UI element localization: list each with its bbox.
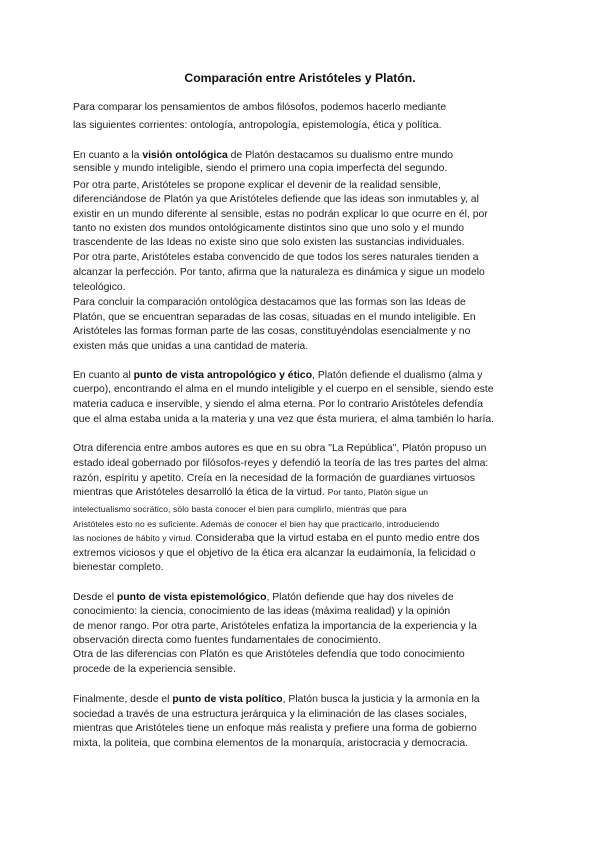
etica-mixed2-small: las nociones de hábito y virtud. [73,533,196,543]
antropologico-post: , Platón defiende el dualismo (alma y [312,370,483,381]
epistemologico-line: Otra de las diferencias con Platón es que Aristóteles defendía que todo conocimiento [73,649,465,660]
epistemologico-heading-line [73,591,454,604]
epistemologico-line: procede de la experiencia sensible. [73,664,236,675]
etica-line: extremos viciosos y que el objetivo de la ética era alcanzar la eudaimonía, la felicidad o [73,548,476,559]
politico-line: mientras que Aristóteles tiene un enfoque más realista y prefiere una forma de gobierno [73,723,477,734]
ontologico-line: diferenciándose de Platón ya que Aristóteles defiende que las ideas son inmutables y, al [73,194,479,205]
document-title: Comparación entre Aristóteles y Platón. [184,71,416,85]
etica-mixed2-main: Consideraba que la virtud estaba en el punto medio entre dos [195,533,480,544]
politico-pre: Finalmente, desde el [73,694,173,705]
ontologico-line: alcanzar la perfección. Por tanto, afirma que la naturaleza es dinámica y sigue un modelo [73,267,485,278]
ontologico-line: Para concluir la comparación ontológica destacamos que las formas son las Ideas de [73,297,466,308]
ontologico-line: tanto no existen dos mundos ontológicamente distintos sino que uno solo y el mundo [73,223,465,234]
epistemologico-keyword: punto de vista epistemológico [116,592,267,603]
etica-small-line: intelectualismo socrático, sólo basta conocer el bien para cumplirlo, mientras que para [73,504,407,514]
epistemologico-line: observación directa como fuentes fundamentales de conocimiento. [73,635,381,646]
ontologico-line: Por otra parte, Aristóteles estaba convencido de que todos los seres naturales tienden a [73,252,479,263]
ontologico-line: teleológico. [73,282,126,293]
etica-line: bienestar completo. [73,562,164,573]
etica-mixed-line [73,532,480,545]
intro-line: las siguientes corrientes: ontología, antropología, epistemología, ética y política. [73,120,442,131]
ontologico-pre: En cuanto a la [73,150,143,161]
etica-mixed-line [73,486,428,499]
epistemologico-line: de menor rango. Por otra parte, Aristóteles enfatiza la importancia de la experiencia y la [73,621,477,632]
politico-line: sociedad a través de una estructura jerárquica y la eliminación de las clases sociales, [73,709,467,720]
etica-line: razón, espíritu y apetito. Creía en la necesidad de la formación de guardianes virtuosos [73,473,476,484]
ontologico-line: Aristóteles las formas forman parte de las cosas, constituyéndolas esencialmente y no [73,326,471,337]
politico-keyword: punto de vista político [172,694,283,705]
ontologico-line: existir en un mundo diferente al sensible, estas no podrán explicar lo que ocurre en él, por [73,209,488,220]
ontologico-line: Platón, que se encuentran separadas de las cosas, situadas en el mundo inteligible. En [73,312,476,323]
intro-line: Para comparar los pensamientos de ambos filósofos, podemos hacerlo mediante [73,102,447,113]
antropologico-line: cuerpo), encontrando el alma en el mundo inteligible y el cuerpo en el sensible, siendo este [73,384,494,395]
epistemologico-pre: Desde el [73,592,117,603]
antropologico-keyword: punto de vista antropológico y ético [133,370,313,381]
epistemologico-post: , Platón defiende que hay dos niveles de [266,592,454,603]
antropologico-heading-line [73,369,482,382]
etica-mixed-small: Por tanto, Platón sigue un [327,487,429,497]
antropologico-line: que el alma estaba unida a la materia y una vez que ésta muriera, el alma también lo haría. [73,414,495,425]
ontologico-keyword: visión ontológica [142,150,228,161]
etica-small-line: Aristóteles esto no es suficiente. Además de conocer el bien hay que practicarlo, introduciendo [73,519,440,529]
etica-line: estado ideal gobernado por filósofos-reyes y defendió la teoría de las tres partes del alma: [73,458,489,469]
ontologico-line: Por otra parte, Aristóteles se propone explicar el devenir de la realidad sensible, [73,180,441,191]
ontologico-line: sensible y mundo inteligible, siendo el primero una copia imperfecta del segundo. [73,163,448,174]
antropologico-pre: En cuanto al [73,370,134,381]
ontologico-line: existen más que unidas a una cantidad de materia. [73,341,309,352]
politico-heading-line [73,693,480,706]
etica-line: Otra diferencia entre ambos autores es que en su obra "La República", Platón propuso un [73,443,487,454]
ontologico-post: de Platón destacamos su dualismo entre mundo [227,150,454,161]
politico-post: , Platón busca la justicia y la armonía en la [282,694,480,705]
ontologico-heading-line [73,149,453,162]
politico-line: mixta, la politeia, que combina elementos de la monarquía, aristocracia y democracia. [73,738,469,749]
antropologico-line: materia caduca e inservible, y siendo el alma eterna. Por lo contrario Aristóteles defendía [73,399,484,410]
etica-mixed-main: mientras que Aristóteles desarrolló la ética de la virtud. [73,487,328,498]
ontologico-line: trascendente de las Ideas no existe sino que solo existen las sustancias individuales. [73,237,465,248]
epistemologico-line: conocimiento: la ciencia, conocimiento de las ideas (máxima realidad) y la opinión [73,606,451,617]
